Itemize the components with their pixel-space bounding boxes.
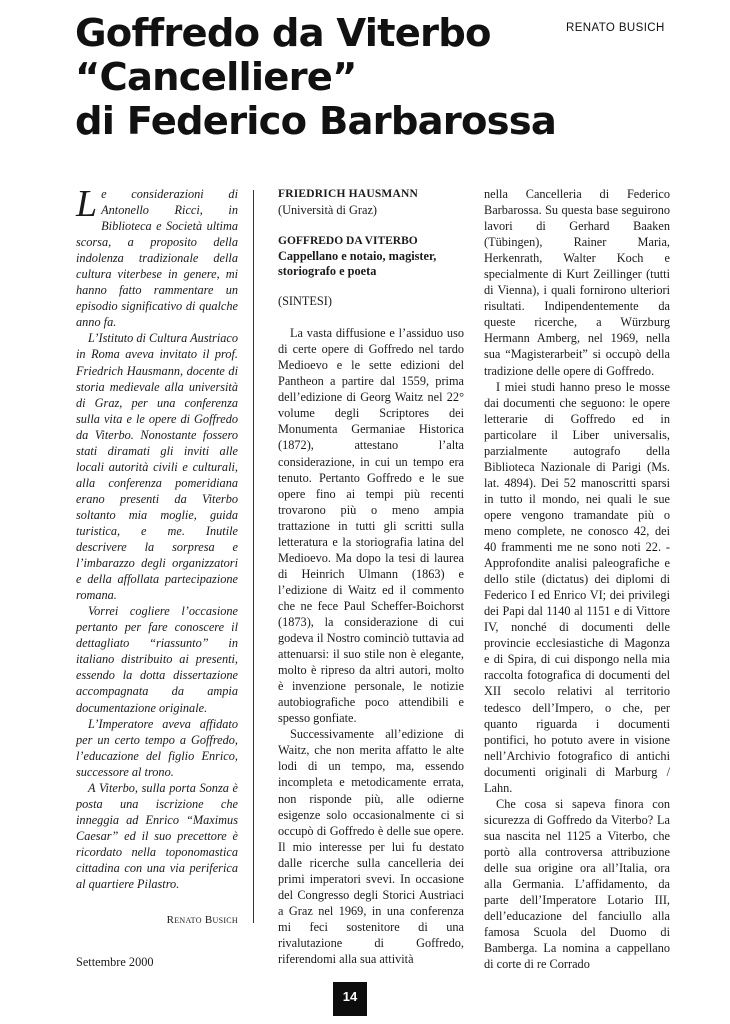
article-author: FRIEDRICH HAUSMANN bbox=[278, 188, 419, 200]
intro-paragraph: Vorrei cogliere l’occasione pertanto per fare conoscere il dettagliato “riassunto” in italiano distribuito ai presenti, essendo la dotta dissertazione accompagnata da ampia documentazione originale. bbox=[76, 604, 238, 715]
intro-paragraph: Le considerazioni di Antonello Ricci, in Biblioteca e Società ultima scorsa, a proposito della indolenza tradizionale della cultura viterbese in genere, mi hanno fatto rammentare un episodio significativo di qualche anno fa. bbox=[76, 183, 238, 330]
article-affiliation: (Università di Graz) bbox=[278, 203, 378, 218]
article-paragraph: Successivamente all’edizione di Waitz, che non merita affatto le alte lodi di un tempo, ma, essendo incompleta e metodicamente errata, non risponde più, alle odierne esigenze solo occasionalmente ci si occupò di Goffredo è delle sue opere. Il mio interesse per lui fu destato dalle ricerche sulla cancelleria dei primi imperatori svevi. In occasione del Congresso degli Storici Austriaci a Graz nel 1969, in una conferenza mi feci sostenitore di una rivalutazione di Goffredo, riferendomi alla sua attività bbox=[278, 727, 464, 966]
drop-cap: L bbox=[76, 183, 98, 225]
headline bbox=[75, 11, 557, 144]
intro-paragraph: A Viterbo, sulla porta Sonza è posta una iscrizione che inneggia ad Enrico “Maximus Caesar” ed il suo precettore è ricordato nella toponomastica cittadina con una via periferica al quartiere Pilastro. bbox=[76, 780, 238, 892]
page-number: 14 bbox=[333, 982, 367, 1016]
article-subtitle: Cappellano e notaio, magister, storiografo e poeta bbox=[278, 249, 437, 279]
article-paragraph: Che cosa si sapeva finora con sicurezza di Goffredo da Viterbo? La sua nascita nel 1125 a Viterbo, che portò alla controversa attribuzione delle sua origine ora all’Italia, ora alla Germania. L’affidamento, da parte dell’Imperatore Lotario III, dell’educazione del fanciullo alla famosa Scuola del Duomo di Bamberga. La nomina a cappellano di corte di re Corrado bbox=[484, 796, 670, 972]
intro-signature: Renato Busich bbox=[166, 914, 238, 927]
headline-line-3: di Federico Barbarossa bbox=[75, 99, 557, 144]
headline-line-1: Goffredo da Viterbo bbox=[75, 11, 491, 56]
column-divider bbox=[253, 190, 254, 923]
article-column-2 bbox=[484, 186, 670, 972]
headline-line-2: “Cancelliere” bbox=[75, 55, 357, 100]
article-title: GOFFREDO DA VITERBO bbox=[278, 235, 418, 248]
article-label: (SINTESI) bbox=[278, 294, 332, 309]
intro-paragraph: L’Istituto di Cultura Austriaco in Roma aveva invitato il prof. Friedrich Hausmann, docente di storia medievale alla università di Graz, per una conferenza sulla vita e le opere di Goffredo da Viterbo. Nonostante fossero stati diramati gli inviti alle locali autorità civili e culturali, alla conferenza pomeridiana erano presenti da Viterbo soltanto mia moglie, guida turistica, e me. Inutile descrivere la sorpresa e l’imbarazzo degli organizzatori e della affollata partecipazione romana. bbox=[76, 331, 238, 603]
intro-paragraph: L’Imperatore aveva affidato per un certo tempo a Goffredo, l’educazione del figlio Enrico, successore al trono. bbox=[76, 716, 238, 779]
byline: RENATO BUSICH bbox=[566, 22, 665, 34]
intro-column bbox=[76, 183, 238, 970]
article-paragraph: nella Cancelleria di Federico Barbarossa. Su questa base seguirono lavori di Gerhard Baaken (Tübingen), Rainer Maria, Herkenrath, Walter Koch e specialmente di Kurt Zeillinger (tutti di Vienna), i quali fornirono ulteriori risultati. Indipendentemente da queste ricerche, a Würzburg Hermann Amberg, nel 1969, nella sua “Magisterarbeit” si occupò della tradizione delle opere di Goffredo. bbox=[484, 187, 670, 378]
article-paragraph: La vasta diffusione e l’assiduo uso di certe opere di Goffredo nel tardo Medioevo e le sette edizioni del Pantheon a partire dal 1559, prima dell’edizione di Georg Waitz nel 22° volume degli Scriptores dei Monumenta Germaniae Historica (1872), attestano l’alta considerazione, in cui un tempo era tenuto. Pertanto Goffredo e le sue opere fino ai tempi più recenti trovarono più o meno ampia trattazione in tutti gli scritti sulla letteratura e la storiografia latina del Medioevo. Ma dopo la tesi di laurea di Heinrich Ulmann (1863) e l’edizione di Waitz ed il commento che ne fece Paul Scheffer-Boichorst (1873), la considerazione di cui godeva il Nostro cominciò tuttavia ad attenuarsi: il suo stile non è elegante, molto è ripreso da altri autori, molto è invenzione personale, le notizie autobiografiche poco attendibili e spesso gonfiate. bbox=[278, 326, 464, 726]
article-paragraph: I miei studi hanno preso le mosse dai documenti che seguono: le opere letterarie di Goffredo ed in particolare il Liber universalis, parzialmente autografo della Biblioteca Nazionale di Parigi (Ms. lat. 4894). Dei 52 manoscritti sparsi in tutto il mondo, nei quali le sue opere vengono tramandate più o meno complete, ne conosco 42, dei 40 frammenti me ne sono noti 22. - Approfondite analisi paleografiche e dello stile (dictatus) dei diplomi di Federico I ed Enrico VI; dei privilegi dei Papi dal 1140 al 1151 e di Vittore IV, nonché di documenti delle provincie ecclesiastiche di Magonza e di Spira, di cui dispongo nella mia raccolta fotografica di documenti del XII secolo relativi al territorio tedesco dell’Impero, o che, per quanto riguarda i documenti pontifici, ho potuto avere in visione nell’Archivio fotografico di antichi documenti originali di Marburg / Lahn. bbox=[484, 379, 670, 795]
intro-date: Settembre 2000 bbox=[76, 955, 154, 970]
article-column-1 bbox=[278, 186, 464, 967]
